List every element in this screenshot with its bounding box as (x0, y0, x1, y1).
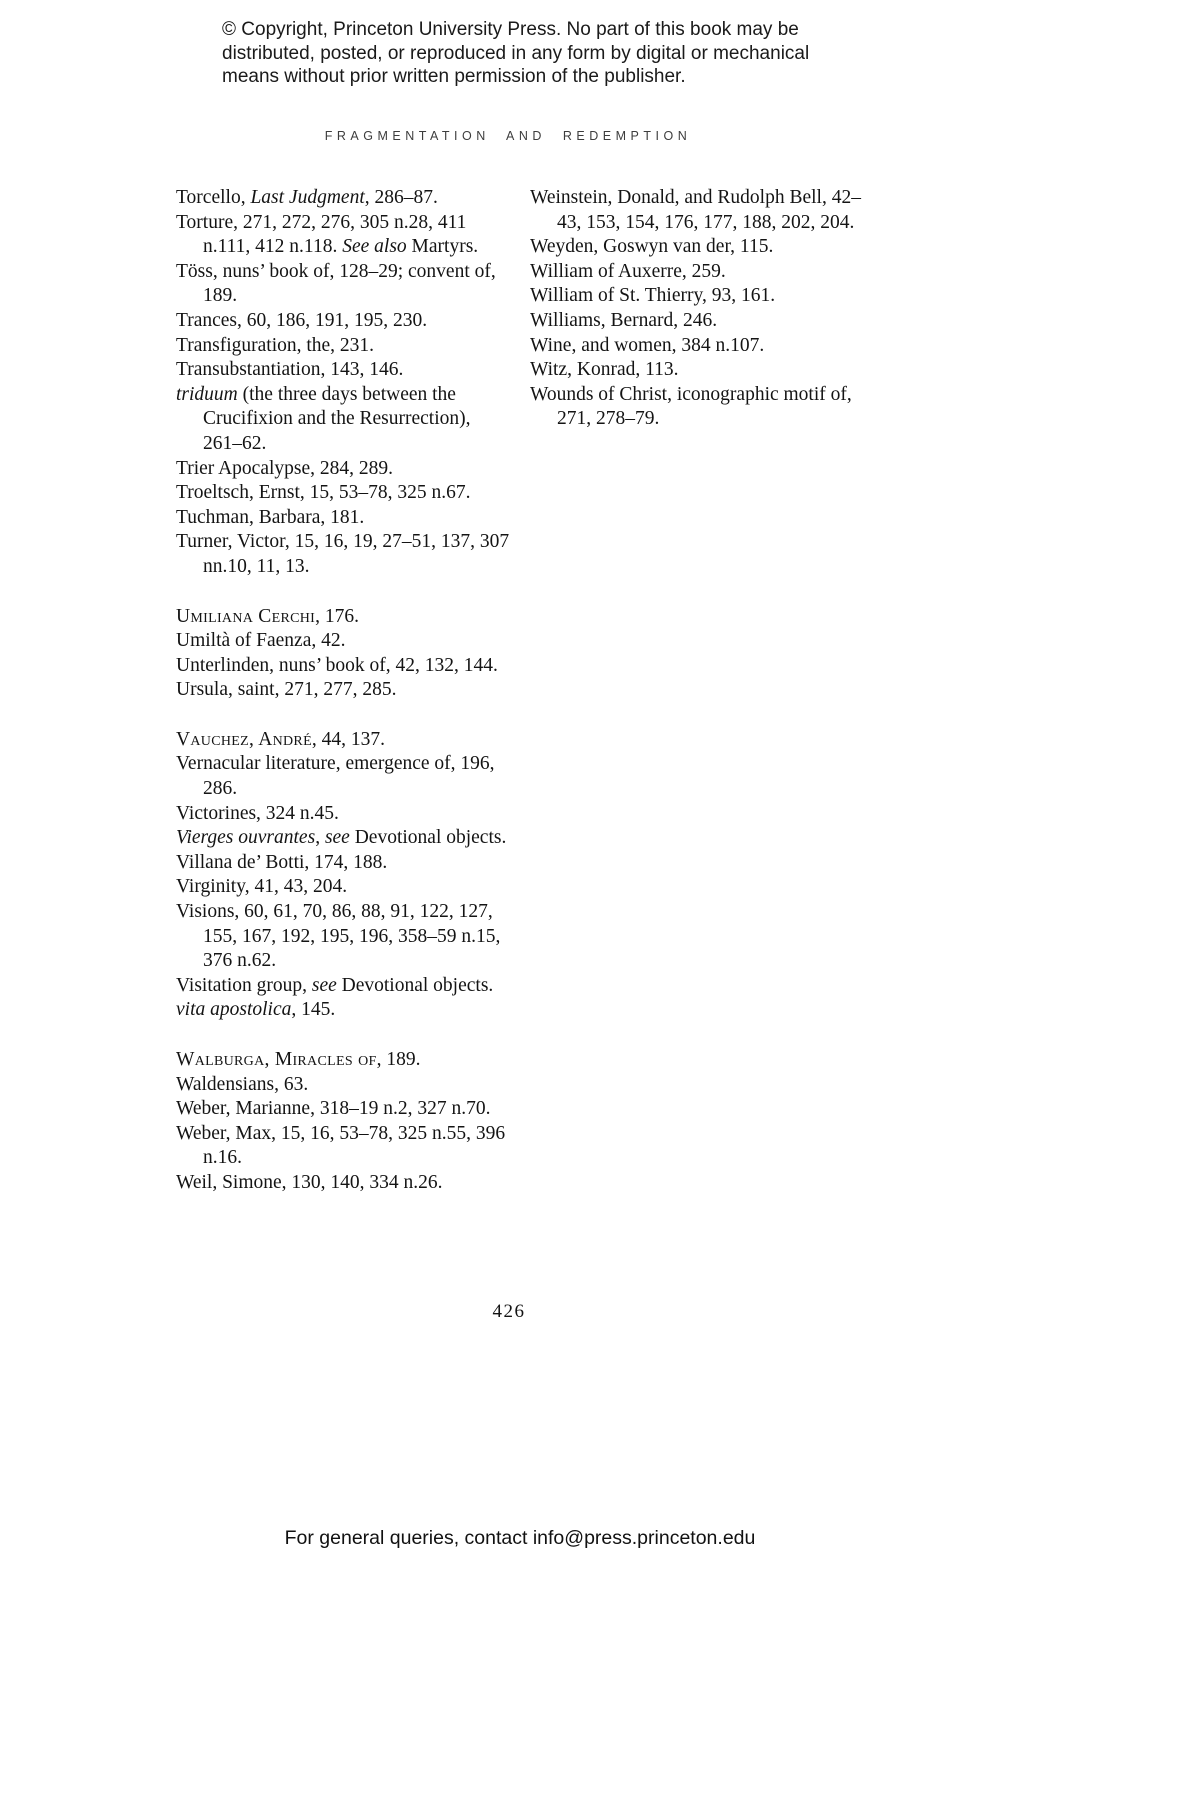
index-entry-text: Visitation group, (176, 974, 312, 996)
copyright-notice (222, 18, 809, 89)
index-entry-text: See also (342, 236, 407, 258)
index-entry-text: Torcello, (176, 187, 251, 208)
index-entry (176, 383, 510, 457)
index-entry (176, 1048, 510, 1073)
index-entry-text: Weil, Simone, 130, 140, 334 n.26. (176, 1171, 443, 1193)
index-entry-text: Weinstein, Donald, and Rudolph Bell, 42–43, 153, 154, 176, 177, 188, 202, 204. (530, 187, 861, 233)
index-entry-text: , 286–87. (364, 187, 438, 208)
index-entry-text: Umiltà of Faenza, 42. (176, 630, 346, 652)
index-entry-text: Trances, 60, 186, 191, 195, 230. (176, 309, 428, 331)
copyright-line: distributed, posted, or reproduced in any form by digital or mechanical (222, 42, 810, 64)
index-entry (176, 309, 510, 334)
index-entry-text: Torture, 271, 272, 276, 305 n.28, 411 n.111, 412 n.118. (176, 211, 467, 258)
index-entry (176, 457, 510, 482)
index-entry-text: Walburga, Miracles of (176, 1049, 377, 1070)
index-group (176, 728, 510, 1023)
index-entry-text: , 145. (291, 999, 336, 1021)
index-entry-text: vita apostolica (176, 999, 292, 1021)
index-entry (176, 728, 510, 753)
index-entry-text: , (315, 827, 325, 849)
page-number: 426 (492, 1301, 526, 1322)
index-entry (176, 506, 510, 531)
index-entry-text: Vernacular literature, emergence of, 196, 286. (176, 753, 495, 800)
index-entry-text: Töss, nuns’ book of, 128–29; convent of, 189. (176, 260, 496, 307)
index-entry (176, 974, 510, 999)
index-entry (176, 1073, 510, 1098)
index-entry-text: Trier Apocalypse, 284, 289. (176, 457, 394, 479)
index-entry (176, 530, 510, 579)
index-entry (176, 1171, 510, 1196)
index-entry (176, 826, 510, 851)
index-entry-text: see (311, 974, 337, 996)
index-entry-text: , 44, 137. (311, 728, 386, 750)
index-entry (176, 851, 510, 876)
index-entry-text: Vierges ouvrantes (176, 827, 316, 849)
index-entry-text: Wine, and women, 384 n.107. (530, 334, 765, 356)
index-entry (176, 1097, 510, 1122)
index-entry (176, 211, 510, 260)
index-entry-text: Martyrs. (406, 236, 479, 258)
index-entry-text: Vauchez, André (176, 728, 312, 750)
index-entry (530, 358, 880, 383)
copyright-line: © Copyright, Princeton University Press. No part of this book may be (222, 19, 799, 40)
index-entry-text: Troeltsch, Ernst, 15, 53–78, 325 n.67. (176, 482, 471, 504)
index-entry (176, 752, 510, 801)
index-entry-text: Virginity, 41, 43, 204. (176, 876, 348, 898)
index-entry-text: Weber, Max, 15, 16, 53–78, 325 n.55, 396 n.16. (176, 1122, 506, 1169)
index-entry (176, 481, 510, 506)
index-entry (176, 900, 510, 974)
index-entry-text: Last Judgment (250, 187, 365, 208)
index-entry-text: Devotional objects. (336, 974, 494, 996)
index-entry (530, 284, 880, 309)
index-entry (176, 654, 510, 679)
index-entry (176, 358, 510, 383)
index-entry-text: Umiliana Cerchi (176, 605, 316, 627)
index-entry-text: (the three days between the Crucifixion and the Resurrection), 261–62. (203, 383, 471, 454)
index-group (176, 186, 510, 580)
running-head: FRAGMENTATION AND REDEMPTION (324, 129, 692, 143)
index-entry-text: Villana de’ Botti, 174, 188. (176, 851, 388, 873)
index-entry-text: Unterlinden, nuns’ book of, 42, 132, 144. (176, 654, 498, 676)
index-entry-text: Weyden, Goswyn van der, 115. (530, 236, 774, 258)
footer-contact: For general queries, contact info@press.princeton.edu (284, 1527, 756, 1549)
index-entry (176, 186, 510, 211)
index-entry-text: William of St. Thierry, 93, 161. (530, 285, 776, 307)
index-entry-text: Weber, Marianne, 318–19 n.2, 327 n.70. (176, 1098, 491, 1120)
index-entry (530, 260, 880, 285)
index-entry-text: triduum (176, 383, 238, 405)
index-group (176, 1048, 510, 1196)
index-group (176, 605, 510, 703)
index-entry (530, 186, 880, 235)
copyright-line: means without prior written permission of the publisher. (222, 66, 686, 87)
index-entry (176, 334, 510, 359)
index-entry-text: Tuchman, Barbara, 181. (176, 506, 365, 528)
index-entry-text: Witz, Konrad, 113. (530, 359, 679, 381)
index-group (530, 186, 880, 432)
index-entry (530, 383, 880, 432)
index-entry (176, 875, 510, 900)
index-entry-text: , 189. (376, 1049, 421, 1070)
index-right-column (530, 186, 880, 432)
index-entry (176, 998, 510, 1023)
index-left-column (176, 186, 510, 1196)
index-entry-text: Turner, Victor, 15, 16, 19, 27–51, 137, 307 nn.10, 11, 13. (176, 531, 510, 577)
index-entry (176, 605, 510, 630)
index-entry-text: Williams, Bernard, 246. (530, 309, 718, 331)
index-entry-text: Victorines, 324 n.45. (176, 802, 339, 824)
index-entry-text: Devotional objects. (349, 827, 507, 849)
index-entry (176, 629, 510, 654)
index-entry-text: Wounds of Christ, iconographic motif of, 271, 278–79. (530, 383, 852, 430)
index-entry-text: Transfiguration, the, 231. (176, 334, 375, 356)
index-entry (530, 334, 880, 359)
index-entry (530, 309, 880, 334)
index-entry (176, 802, 510, 827)
index-entry-text: William of Auxerre, 259. (530, 260, 726, 282)
index-entry (176, 678, 510, 703)
index-entry-text: Waldensians, 63. (176, 1073, 309, 1095)
index-entry-text: Transubstantiation, 143, 146. (176, 359, 404, 381)
index-entry (176, 1122, 510, 1171)
index-entry (530, 235, 880, 260)
index-entry-text: Ursula, saint, 271, 277, 285. (176, 679, 397, 701)
index-entry-text: see (324, 827, 350, 849)
index-entry-text: , 176. (315, 605, 359, 627)
index-entry (176, 260, 510, 309)
index-entry-text: Visions, 60, 61, 70, 86, 88, 91, 122, 127, 155, 167, 192, 195, 196, 358–59 n.15, 376 n.62. (176, 901, 501, 972)
